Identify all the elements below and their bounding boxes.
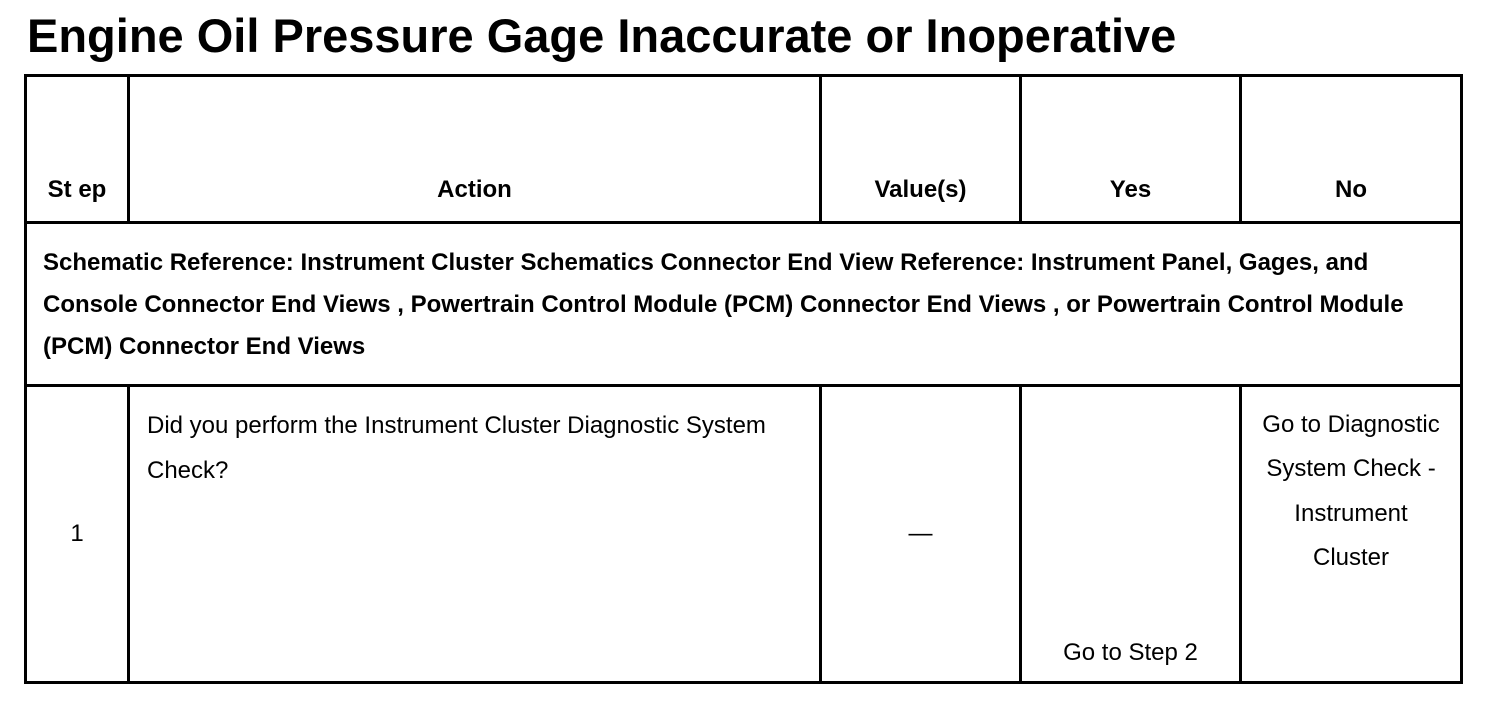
step-value: — — [821, 386, 1021, 683]
table-row — [26, 386, 1462, 683]
page-title: Engine Oil Pressure Gage Inaccurate or Inoperative — [27, 9, 1177, 62]
reference-row — [26, 223, 1462, 386]
step-action: Did you perform the Instrument Cluster Diagnostic System Check? — [129, 386, 821, 683]
diagnostic-table — [24, 74, 1463, 684]
schematic-reference: Schematic Reference: Instrument Cluster Schematics Connector End View Reference: Instrument Panel, Gages, and Console Connector End Views , Powertrain Control Module (PCM) Connector End Views , or Powertrain Control Module (PCM) Connector End Views — [26, 223, 1462, 386]
step-no: Go to Diagnostic System Check - Instrument Cluster — [1241, 386, 1462, 683]
header-action: Action — [129, 76, 821, 223]
header-values: Value(s) — [821, 76, 1021, 223]
header-step: St ep — [26, 76, 129, 223]
step-yes: Go to Step 2 — [1021, 386, 1241, 683]
header-yes: Yes — [1021, 76, 1241, 223]
step-number: 1 — [26, 386, 129, 683]
table-header-row — [26, 76, 1462, 223]
header-no: No — [1241, 76, 1462, 223]
